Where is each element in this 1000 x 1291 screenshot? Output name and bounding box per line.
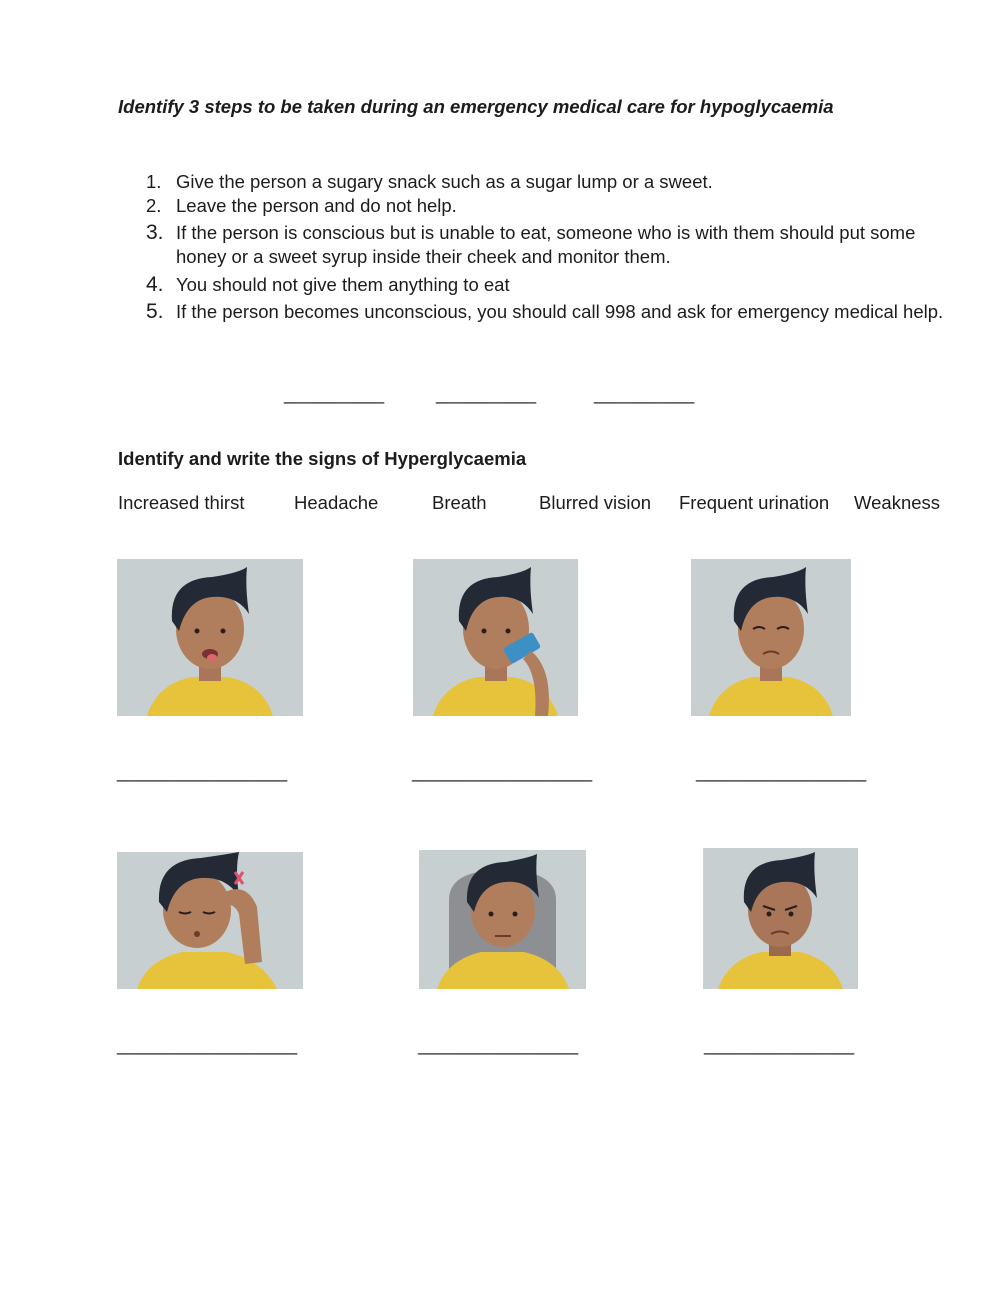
step-text: You should not give them anything to eat: [176, 274, 510, 295]
word-bank-item: Increased thirst: [118, 492, 245, 513]
boy-headache-icon: [117, 852, 303, 989]
word-bank-item: Weakness: [854, 492, 941, 513]
step-text: Give the person a sugary snack such as a sugar lump or a sweet.: [176, 171, 713, 192]
list-item: [146, 300, 944, 324]
word-bank-item: Frequent urination: [679, 492, 830, 513]
step-text: Leave the person and do not help.: [176, 195, 457, 216]
answer-blank[interactable]: _______________: [704, 1035, 855, 1055]
step-number: 4.: [146, 273, 164, 296]
answer-blank[interactable]: __________: [594, 384, 695, 404]
answer-blank[interactable]: __________________: [117, 1035, 298, 1055]
step-number: 2.: [146, 195, 162, 216]
boy-frowning-icon: [703, 848, 858, 989]
boy-tired-weak-icon: [419, 850, 586, 989]
answer-blank[interactable]: ________________: [418, 1035, 579, 1055]
step-number: 5.: [146, 300, 164, 323]
question-1-title: Identify 3 steps to be taken during an emergency medical care for hypoglycaemia: [118, 96, 834, 117]
answer-blank[interactable]: __________________: [412, 762, 593, 782]
list-item: [146, 170, 713, 194]
list-item: [146, 194, 457, 218]
boy-blurred-vision-icon: [691, 559, 851, 716]
step-text: If the person becomes unconscious, you should call 998 and ask for emergency medical help.: [176, 301, 944, 322]
boy-drinking-icon: [413, 559, 578, 716]
question-2-title: Identify and write the signs of Hyperglycaemia: [118, 448, 527, 469]
step-text: If the person is conscious but is unable to eat, someone who is with them should put some honey or a sweet syrup inside their cheek and monitor them.: [176, 222, 916, 267]
answer-blank[interactable]: __________: [436, 384, 537, 404]
word-bank-item: Blurred vision: [539, 492, 652, 513]
word-bank-item: Breath: [432, 492, 487, 513]
answer-blank[interactable]: __________: [284, 384, 385, 404]
step-number: 1.: [146, 171, 162, 192]
list-item: [146, 221, 916, 267]
answer-blank[interactable]: _________________: [696, 762, 867, 782]
step-number: 3.: [146, 221, 164, 244]
answer-blank[interactable]: _________________: [117, 762, 288, 782]
word-bank-item: Headache: [294, 492, 379, 513]
list-item: [146, 273, 510, 297]
boy-thirsty-tongue-out-icon: [117, 559, 303, 716]
